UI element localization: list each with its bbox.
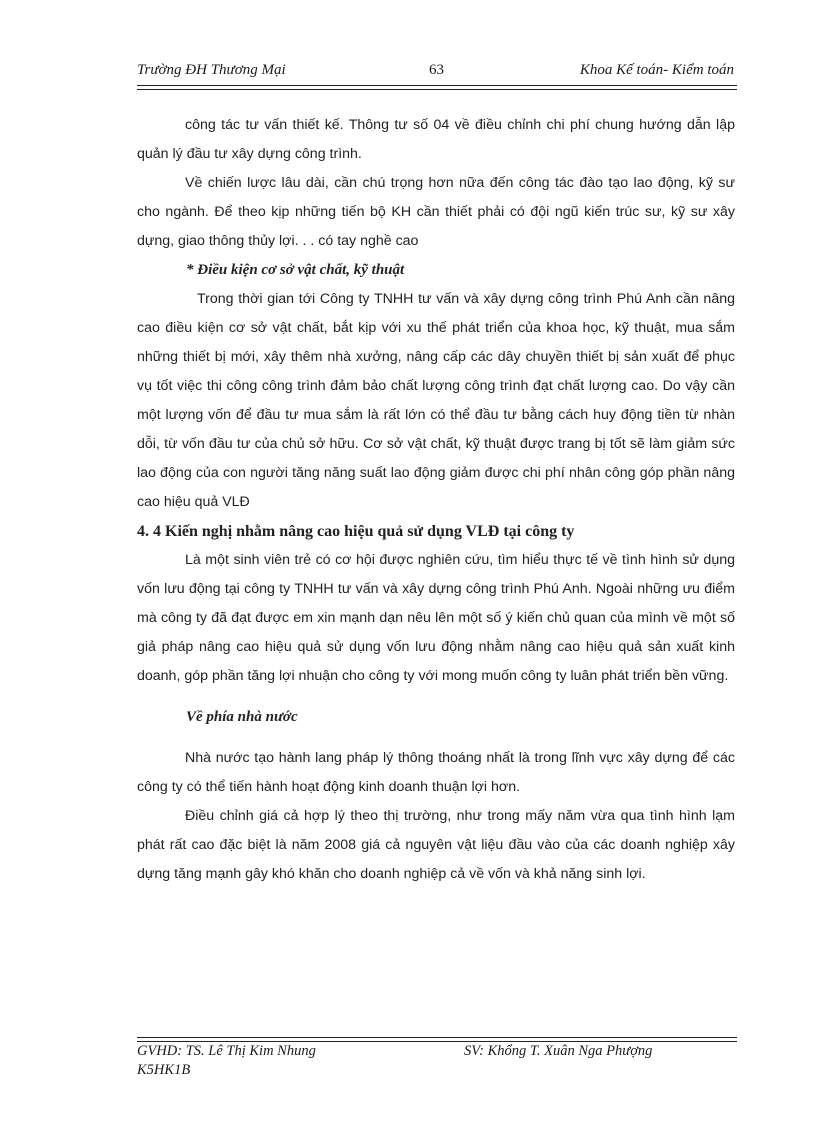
paragraph-4: Là một sinh viên trẻ có cơ hội được nghiên cứu, tìm hiểu thực tế về tình hình sử dụng vốn lưu động tại công ty TNHH tư vấn và xây dựng công trình Phú Anh. Ngoài những ưu điểm mà công ty đã đạt được em xin mạnh dạn nêu lên một số ý kiến chủ quan của mình về một số giả pháp nâng cao hiệu quả sử dụng vốn lưu động nhằm nâng cao hiệu quả sản xuất kinh doanh, góp phần tăng lợi nhuận cho công ty với mong muốn công ty luân phát triển bền vững. [137,552,735,684]
paragraph-3: Trong thời gian tới Công ty TNHH tư vấn và xây dựng công trình Phú Anh cần nâng cao điều kiện cơ sở vật chất, bắt kịp với xu thế phát triển của khoa học, kỹ thuật, mua sắm những thiết bị mới, xây thêm nhà xưởng, nâng cấp các dây chuyền thiết bị sản xuất để phục vụ tốt việc thi công công trình đảm bảo chất lượng công trình đạt chất lượng cao. Do vậy cần một lượng vốn để đầu tư mua sắm là rất lớn có thể đầu tư bằng cách huy động tiền từ nhàn dỗi, từ vốn đầu tư của chủ sở hữu. Cơ sở vật chất, kỹ thuật được trang bị tốt sẽ làm giảm sức lao động của con người tăng năng suất lao động giảm được chi phí nhân công góp phần nâng cao hiệu quả VLĐ [137,291,735,510]
footer-class-code: K5HK1B [137,1062,191,1078]
page-number: 63 [429,62,444,78]
page-body [137,111,735,889]
footer-advisor: GVHD: TS. Lê Thị Kim Nhung [137,1043,316,1059]
header-rule-thin [137,89,737,90]
paragraph-2: Về chiến lược lâu dài, cần chú trọng hơn nữa đến công tác đào tạo lao động, kỹ sư cho ngành. Để theo kịp những tiến bộ KH cần thiết phải có đội ngũ kiến trúc sư, kỹ sư xây dựng, giao thông thủy lợi. . . có tay nghề cao [137,175,735,249]
spacer [137,732,735,744]
section-heading: 4. 4 Kiến nghị nhằm nâng cao hiệu quả sử dụng VLĐ tại công ty [137,523,575,540]
header-school: Trường ĐH Thương Mại [137,62,286,78]
paragraph-5: Nhà nước tạo hành lang pháp lý thông thoáng nhất là trong lĩnh vực xây dựng để các công ty có thể tiến hành hoạt động kinh doanh thuận lợi hơn. [137,750,735,795]
paragraph-1: công tác tư vấn thiết kế. Thông tư số 04 về điều chỉnh chi phí chung hướng dẫn lập quản lý đầu tư xây dựng công trình. [137,117,735,162]
header-rule-thick [137,85,737,86]
footer-rule-thin [137,1037,737,1038]
subheading-state: Về phía nhà nước [186,709,298,725]
subheading-facilities: * Điều kiện cơ sở vật chất, kỹ thuật [186,262,405,278]
page-header [137,60,734,84]
spacer [137,691,735,703]
paragraph-6: Điều chỉnh giá cả hợp lý theo thị trường, như trong mấy năm vừa qua tình hình lạm phát rất cao đặc biệt là năm 2008 giá cả nguyên vật liệu đầu vào của các doanh nghiệp xây dựng tăng mạnh gây khó khăn cho doanh nghiệp cả về vốn và khả năng sinh lợi. [137,808,735,882]
footer-student: SV: Khổng T. Xuân Nga Phượng [464,1043,653,1059]
header-faculty: Khoa Kế toán- Kiểm toán [579,62,734,78]
